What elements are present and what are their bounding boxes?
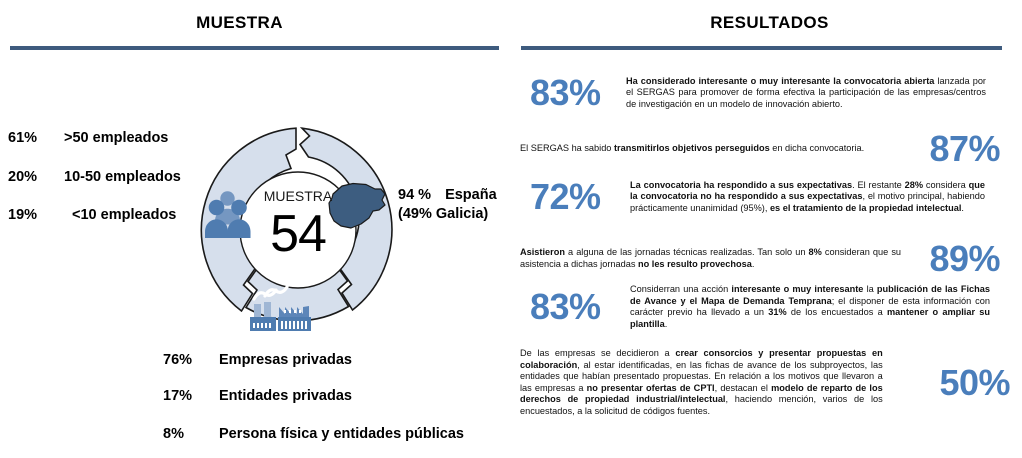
result-percent: 83% — [530, 72, 601, 113]
result-row — [520, 128, 1000, 170]
stat-percent: 61% — [8, 130, 38, 146]
result-description: La convocatoria ha respondido a sus expectativas. El restante 28% considera que la convocatoria no ha respondido a sus expectativas, el motivo principal, habiendo prácticamente unanimidad (95%), es el tratamiento de la propiedad intelectual. — [630, 179, 985, 213]
result-percent: 72% — [530, 176, 601, 217]
stat-row-type-3 — [163, 426, 464, 442]
result-description: Considerran una acción interesante o muy interesante la publicación de las Fichas de Avance y el Mapa de Demanda Temprana; el disponer de esta información con carácter previo ha llevado a un 31% de los encuestados a mantener o ampliar su plantilla. — [630, 284, 991, 329]
muestra-panel — [0, 0, 505, 458]
donut-svg — [186, 118, 410, 342]
result-row — [520, 348, 1010, 418]
stat-label: Persona física y entidades públicas — [219, 426, 464, 442]
result-description: El SERGAS ha sabido transmitirlos objetivos perseguidos en dicha convocatoria. — [520, 143, 865, 154]
result-row — [520, 238, 1000, 280]
result-row — [530, 284, 1000, 330]
stat-percent: 19% — [8, 207, 38, 223]
stat-label: Empresas privadas — [219, 352, 352, 368]
resultados-title: RESULTADOS — [710, 13, 829, 32]
stat-label: Entidades privadas — [219, 388, 352, 404]
result-row — [530, 72, 1000, 114]
stat-label: >50 empleados — [64, 130, 169, 146]
donut-center-value: 54 — [270, 205, 326, 263]
stat-percent: 17% — [163, 388, 193, 404]
stat-row-size-2 — [8, 169, 181, 185]
stat-row-type-2 — [163, 388, 352, 404]
result-row — [530, 176, 1000, 218]
result-description: De las empresas se decidieron a crear consorcios y presentar propuestas en colaboración, al estar identificadas, en las fichas de avance de los subproyectos, las entidades que habían presentado propuestas. En relación a los motivos que llevaron a las empresas a no presentar ofertas de CPTI, destacan el modelo de reparto de los derechos de propiedad industrial/intelectual, haciendo mención, varios de los encuestados, a la solicitud de códigos fuentes. — [520, 348, 883, 416]
stat-percent: 76% — [163, 352, 193, 368]
resultados-divider-rule — [521, 46, 1002, 50]
stat-label: <10 empleados — [72, 207, 177, 223]
stat-percent: 8% — [163, 426, 184, 442]
spain-callout — [398, 186, 497, 224]
spain-detail: (49% Galicia) — [398, 206, 489, 222]
stat-row-size-1 — [8, 130, 168, 146]
muestra-donut-diagram — [186, 118, 410, 342]
muestra-title: MUESTRA — [196, 13, 283, 32]
result-description: Ha considerado interesante o muy interesante la convocatoria abierta lanzada por el SERGAS para promover de forma efectiva la participación de las empresas/centros de investigación en un modelo de innovación abierto. — [626, 75, 986, 109]
result-description: Asistieron a alguna de las jornadas técnicas realizadas. Tan solo un 8% consideran que su asistencia a dichas jornadas no les resulto provechosa. — [520, 247, 902, 269]
spain-percent: 94 % — [398, 187, 432, 203]
stat-percent: 20% — [8, 169, 38, 185]
stat-row-type-1 — [163, 352, 352, 368]
result-percent: 87% — [929, 128, 1000, 169]
result-percent: 83% — [530, 286, 601, 328]
stat-row-size-3 — [8, 207, 176, 223]
stat-label: 10-50 empleados — [64, 169, 181, 185]
result-percent: 89% — [929, 238, 1000, 279]
result-percent: 50% — [939, 361, 1010, 403]
donut-center-label: MUESTRA — [263, 188, 333, 204]
spain-country: España — [445, 187, 497, 203]
muestra-divider-rule — [10, 46, 499, 50]
